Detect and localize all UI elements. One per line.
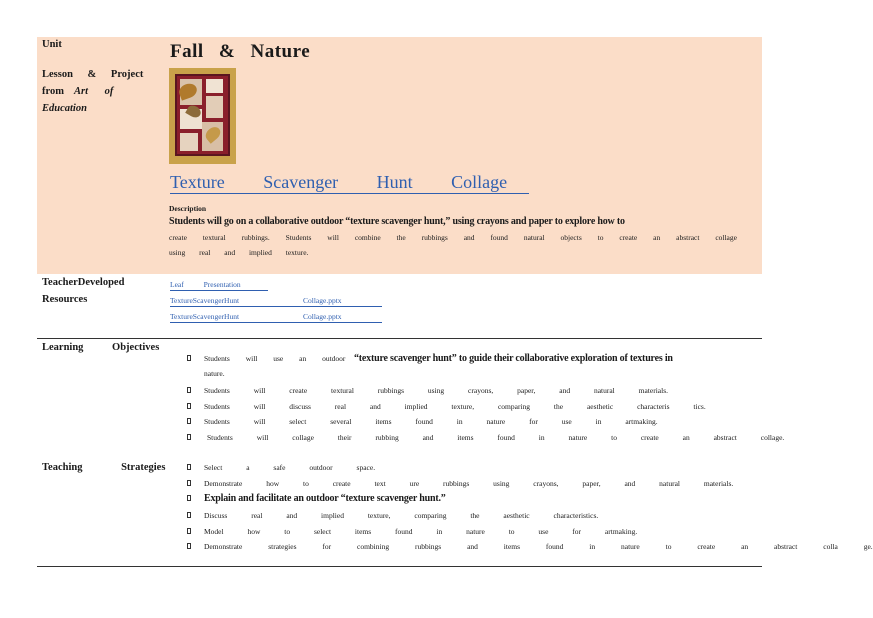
bullet-box-icon	[187, 387, 191, 393]
lesson-source-education: Education	[42, 103, 87, 114]
desc-word: rubbings.	[241, 233, 270, 242]
resource-link-name: TextureScavengerHunt	[170, 312, 240, 321]
desc-word: combine	[354, 233, 381, 242]
objective-continuation: nature.	[204, 369, 225, 378]
strategies-label: Teaching Strategies	[42, 462, 166, 473]
bullet-box-icon	[187, 355, 191, 361]
resource-link-name: Leaf Presentation	[170, 280, 241, 289]
objective-text-b: “texture scavenger hunt” to guide their collaborative exploration of textures in	[354, 353, 673, 364]
desc-word: collage	[715, 233, 737, 242]
section-divider	[37, 338, 762, 339]
resource-link-pptx-1[interactable]	[170, 295, 382, 307]
objectives-label: Learning Objectives	[42, 342, 160, 353]
bullet-box-icon	[187, 418, 191, 424]
objective-text: Students will discuss real and implied texture, comparing the aesthetic characteris tics.	[204, 401, 706, 411]
bullet-box-icon	[187, 480, 191, 486]
desc-word: and	[463, 233, 475, 242]
description-line-2	[169, 233, 737, 242]
collage-artwork	[175, 74, 230, 156]
resources-label-2: Resources	[42, 294, 88, 305]
desc-word: create	[169, 233, 187, 242]
desc-word: abstract	[676, 233, 700, 242]
resource-link-ext: Collage.pptx	[303, 296, 342, 305]
unit-title: Fall & Nature	[170, 41, 311, 62]
objective-text: Students will select several items found in nature for use in artmaking.	[204, 417, 658, 426]
desc-word: objects	[560, 233, 582, 242]
bullet-box-icon	[187, 464, 191, 470]
desc-word: will	[327, 233, 339, 242]
desc-word: found	[490, 233, 508, 242]
desc-word: Students	[285, 233, 312, 242]
resources-label-1: TeacherDeveloped	[42, 277, 125, 288]
bullet-box-icon	[187, 403, 191, 409]
desc-word: to	[597, 233, 604, 242]
project-thumbnail-image[interactable]	[169, 68, 236, 164]
lesson-source-from: from	[42, 86, 64, 97]
bullet-box-icon	[187, 543, 191, 549]
objective-text: Students will create textural rubbings using crayons, paper, and natural materials.	[204, 386, 669, 395]
unit-label: Unit	[42, 39, 62, 50]
bullet-box-icon	[187, 495, 191, 501]
description-heading: Description	[169, 204, 207, 213]
strategy-text: Demonstrate strategies for combining rubbings and items found in nature to create an abstract colla ge.	[204, 542, 873, 551]
desc-word: textural	[202, 233, 226, 242]
resource-link-name: TextureScavengerHunt	[170, 296, 240, 305]
resource-link-leaf-presentation[interactable]	[170, 279, 268, 291]
lesson-source-art-of: Art of	[74, 86, 114, 97]
desc-word: the	[396, 233, 406, 242]
strategy-text: Select a safe outdoor space.	[204, 463, 376, 472]
strategy-text: Discuss real and implied texture, comparing the aesthetic characteristics.	[204, 511, 599, 520]
desc-word: natural	[523, 233, 545, 242]
strategy-text: Explain and facilitate an outdoor “texture scavenger hunt.”	[204, 493, 446, 504]
description-line-3: using real and implied texture.	[169, 248, 309, 257]
strategy-text: Model how to select items found in nature to use for artmaking.	[204, 526, 638, 536]
objective-text: Students will collage their rubbing and items found in nature to create an abstract collage.	[207, 432, 785, 442]
desc-word: an	[653, 233, 661, 242]
resource-link-ext: Collage.pptx	[303, 312, 342, 321]
description-line-1: Students will go on a collaborative outdoor “texture scavenger hunt,” using crayons and paper to explore how to	[169, 216, 625, 227]
bullet-box-icon	[187, 434, 191, 440]
section-divider-bottom	[37, 566, 762, 567]
project-title-link[interactable]: Texture Scavenger Hunt Collage	[170, 171, 529, 194]
strategy-text: Demonstrate how to create text ure rubbings using crayons, paper, and natural materials.	[204, 478, 734, 488]
bullet-box-icon	[187, 528, 191, 534]
objective-text-a: Students will use an outdoor	[204, 354, 346, 363]
resource-link-pptx-2[interactable]	[170, 311, 382, 323]
desc-word: create	[619, 233, 638, 242]
lesson-source-label: Lesson & Project	[42, 69, 144, 80]
desc-word: rubbings	[421, 233, 448, 242]
bullet-box-icon	[187, 512, 191, 518]
